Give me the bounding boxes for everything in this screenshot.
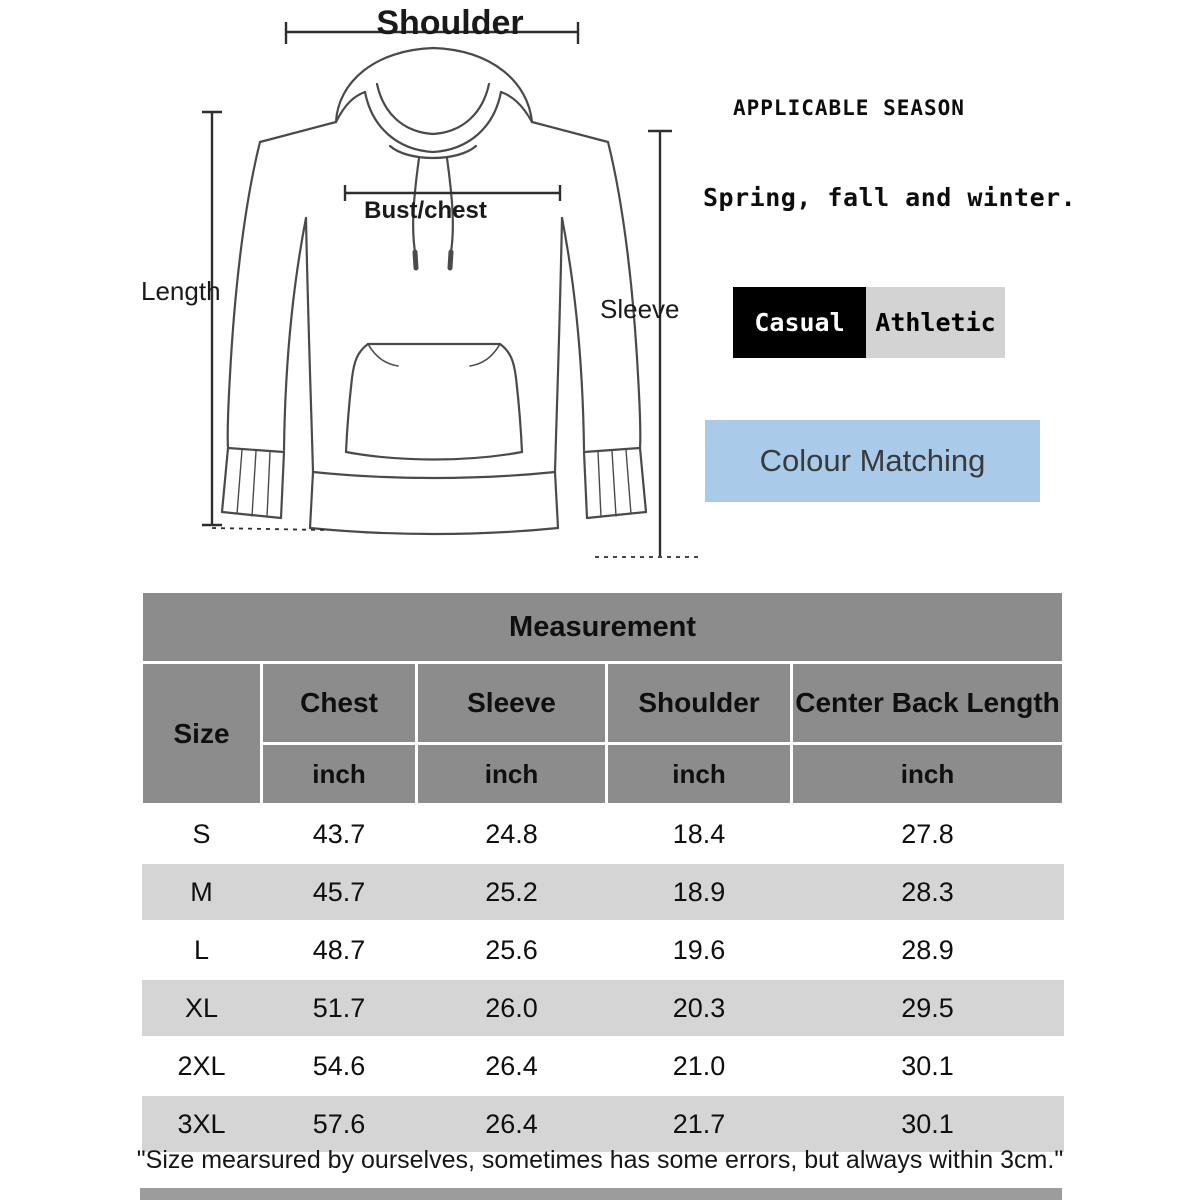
bust-chest-measure-label: Bust/chest <box>364 197 487 224</box>
value-cell: 21.7 <box>607 1095 792 1153</box>
value-cell: 54.6 <box>262 1037 417 1095</box>
size-cell: 3XL <box>142 1095 262 1153</box>
col-header-shoulder: Shoulder <box>607 663 792 744</box>
value-cell: 18.9 <box>607 863 792 921</box>
size-cell: 2XL <box>142 1037 262 1095</box>
col-header-sleeve: Sleeve <box>417 663 607 744</box>
table-title: Measurement <box>142 592 1064 663</box>
style-tag-athletic: Athletic <box>866 287 1005 358</box>
size-cell: XL <box>142 979 262 1037</box>
value-cell: 45.7 <box>262 863 417 921</box>
table-row-xl <box>142 979 1064 1037</box>
value-cell: 30.1 <box>792 1095 1064 1153</box>
value-cell: 48.7 <box>262 921 417 979</box>
unit-cell: inch <box>262 744 417 805</box>
table-row-2xl <box>142 1037 1064 1095</box>
table-row-s <box>142 805 1064 864</box>
sleeve-measure-label: Sleeve <box>600 294 680 324</box>
size-cell: M <box>142 863 262 921</box>
value-cell: 57.6 <box>262 1095 417 1153</box>
table-unit-row <box>142 744 1064 805</box>
unit-cell: inch <box>607 744 792 805</box>
value-cell: 26.0 <box>417 979 607 1037</box>
size-cell: L <box>142 921 262 979</box>
bottom-divider-bar <box>140 1188 1062 1200</box>
value-cell: 25.6 <box>417 921 607 979</box>
table-header-row <box>142 663 1064 744</box>
style-tag-casual: Casual <box>733 287 866 358</box>
season-description: Spring, fall and winter. <box>703 183 1077 212</box>
col-header-center-back-length: Center Back Length <box>792 663 1064 744</box>
col-header-chest: Chest <box>262 663 417 744</box>
table-row-3xl <box>142 1095 1064 1153</box>
col-header-size: Size <box>142 663 262 805</box>
value-cell: 19.6 <box>607 921 792 979</box>
length-measure-label: Length <box>141 276 221 306</box>
value-cell: 18.4 <box>607 805 792 864</box>
table-row-m <box>142 863 1064 921</box>
value-cell: 43.7 <box>262 805 417 864</box>
measurement-table <box>140 590 1065 1154</box>
value-cell: 25.2 <box>417 863 607 921</box>
value-cell: 28.9 <box>792 921 1064 979</box>
colour-matching-banner: Colour Matching <box>705 420 1040 502</box>
shoulder-measure-label: Shoulder <box>376 4 524 42</box>
unit-cell: inch <box>417 744 607 805</box>
value-cell: 20.3 <box>607 979 792 1037</box>
value-cell: 26.4 <box>417 1095 607 1153</box>
measurement-disclaimer: "Size mearsured by ourselves, sometimes has some errors, but always within 3cm." <box>136 1146 1064 1174</box>
table-title-row <box>142 592 1064 663</box>
applicable-season-heading: APPLICABLE SEASON <box>733 96 965 120</box>
unit-cell: inch <box>792 744 1064 805</box>
hoodie-line-drawing <box>140 0 710 575</box>
value-cell: 51.7 <box>262 979 417 1037</box>
value-cell: 30.1 <box>792 1037 1064 1095</box>
value-cell: 28.3 <box>792 863 1064 921</box>
size-cell: S <box>142 805 262 864</box>
value-cell: 24.8 <box>417 805 607 864</box>
value-cell: 21.0 <box>607 1037 792 1095</box>
value-cell: 27.8 <box>792 805 1064 864</box>
style-tags <box>733 287 1005 358</box>
value-cell: 26.4 <box>417 1037 607 1095</box>
value-cell: 29.5 <box>792 979 1064 1037</box>
table-row-l <box>142 921 1064 979</box>
